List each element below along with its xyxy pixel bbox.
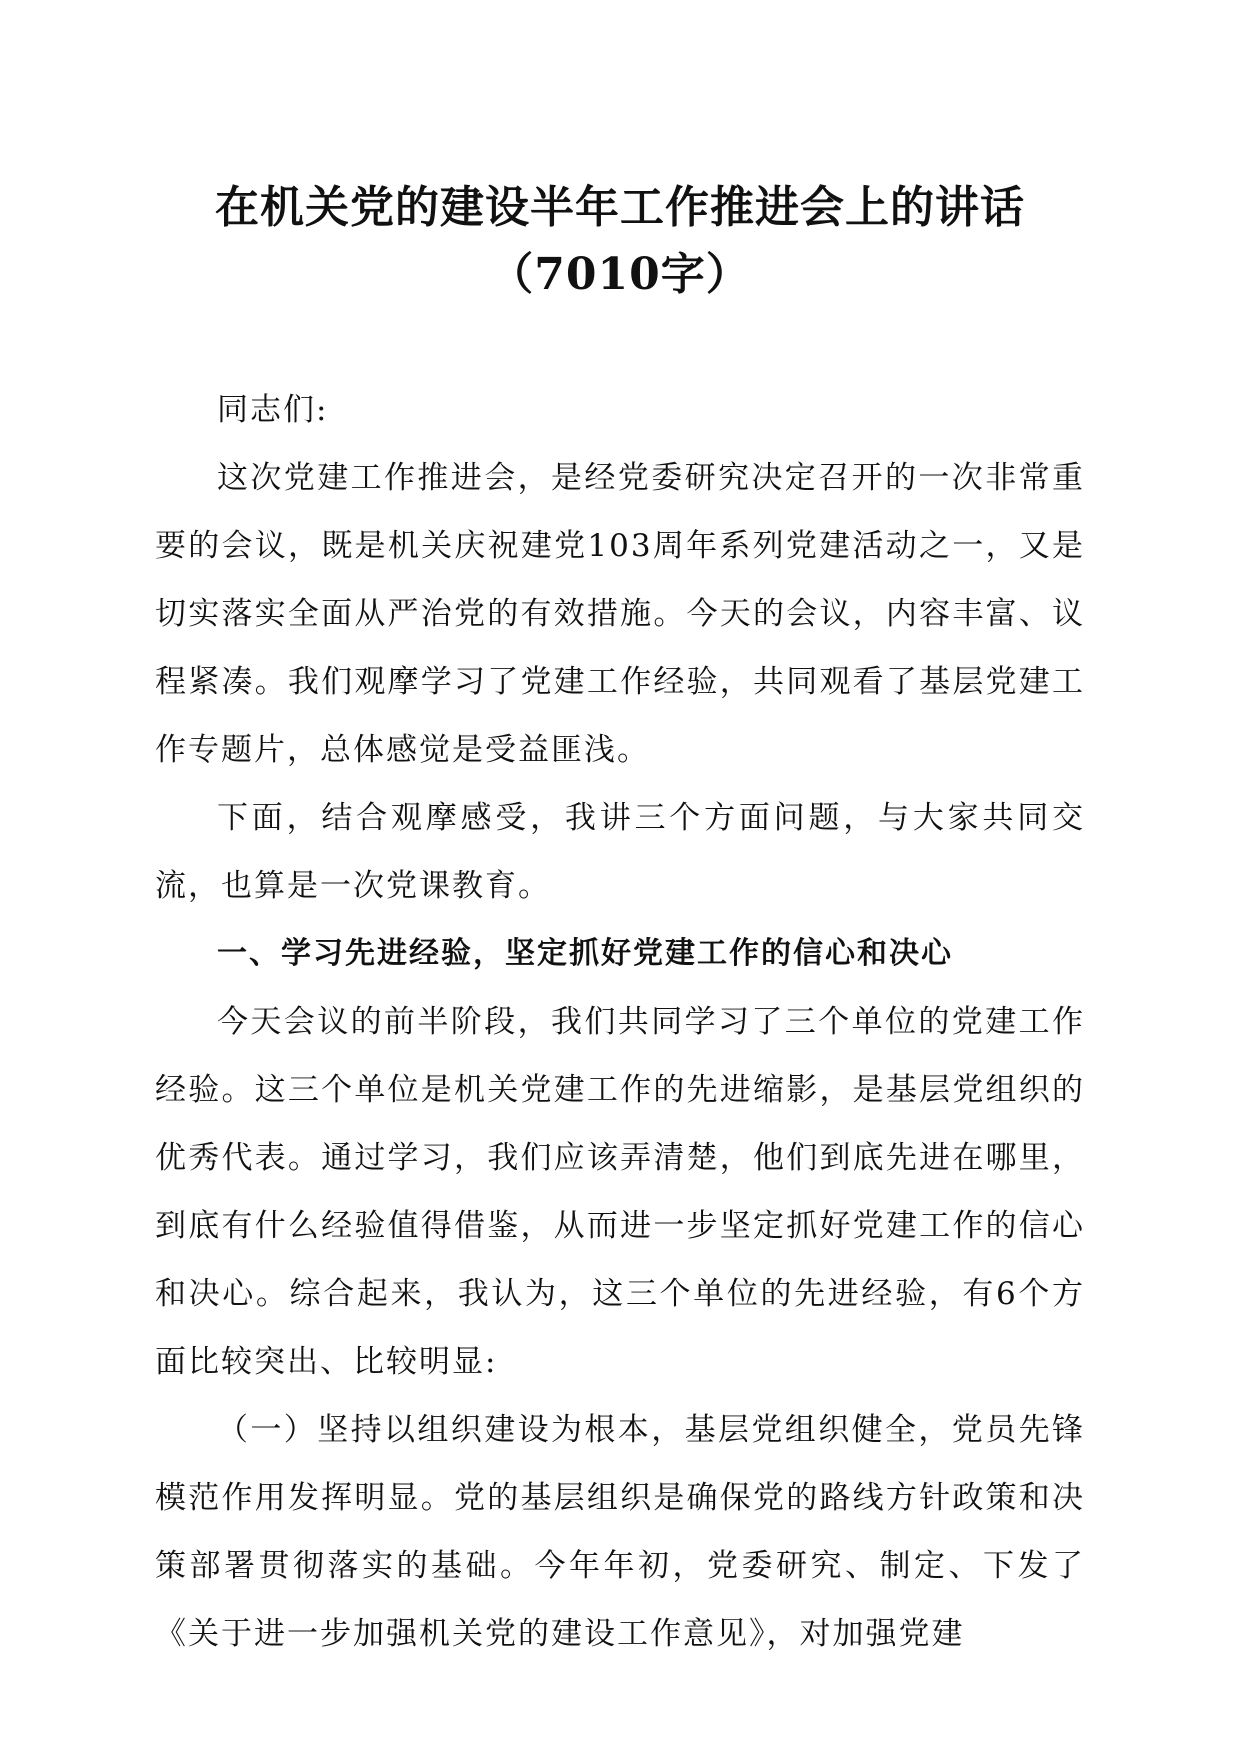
- paragraph: 今天会议的前半阶段，我们共同学习了三个单位的党建工作经验。这三个单位是机关党建工作的先进缩影，是基层党组织的优秀代表。通过学习，我们应该弄清楚，他们到底先进在哪里，到底有什么经验值得借鉴，从而进一步坚定抓好党建工作的信心和决心。综合起来，我认为，这三个单位的先进经验，有6个方面比较突出、比较明显:: [155, 1004, 1085, 1380]
- document-body: [155, 376, 1085, 1668]
- section-heading: 一、学习先进经验，坚定抓好党建工作的信心和决心: [217, 936, 953, 971]
- paragraph: 下面，结合观摩感受，我讲三个方面问题，与大家共同交流，也算是一次党课教育。: [155, 800, 1085, 904]
- salutation: 同志们:: [217, 392, 329, 428]
- document-title: 在机关党的建设半年工作推进会上的讲话: [215, 182, 1025, 233]
- paragraph: 这次党建工作推进会，是经党委研究决定召开的一次非常重要的会议，既是机关庆祝建党103周年系列党建活动之一，又是切实落实全面从严治党的有效措施。今天的会议，内容丰富、议程紧凑。我们观摩学习了党建工作经验，共同观看了基层党建工作专题片，总体感觉是受益匪浅。: [155, 460, 1085, 768]
- paragraph: （一）坚持以组织建设为根本，基层党组织健全，党员先锋模范作用发挥明显。党的基层组织是确保党的路线方针政策和决策部署贯彻落实的基础。今年年初，党委研究、制定、下发了《关于进一步加强机关党的建设工作意见》，对加强党建: [155, 1412, 1085, 1652]
- document-word-count: （7010字）: [489, 249, 751, 300]
